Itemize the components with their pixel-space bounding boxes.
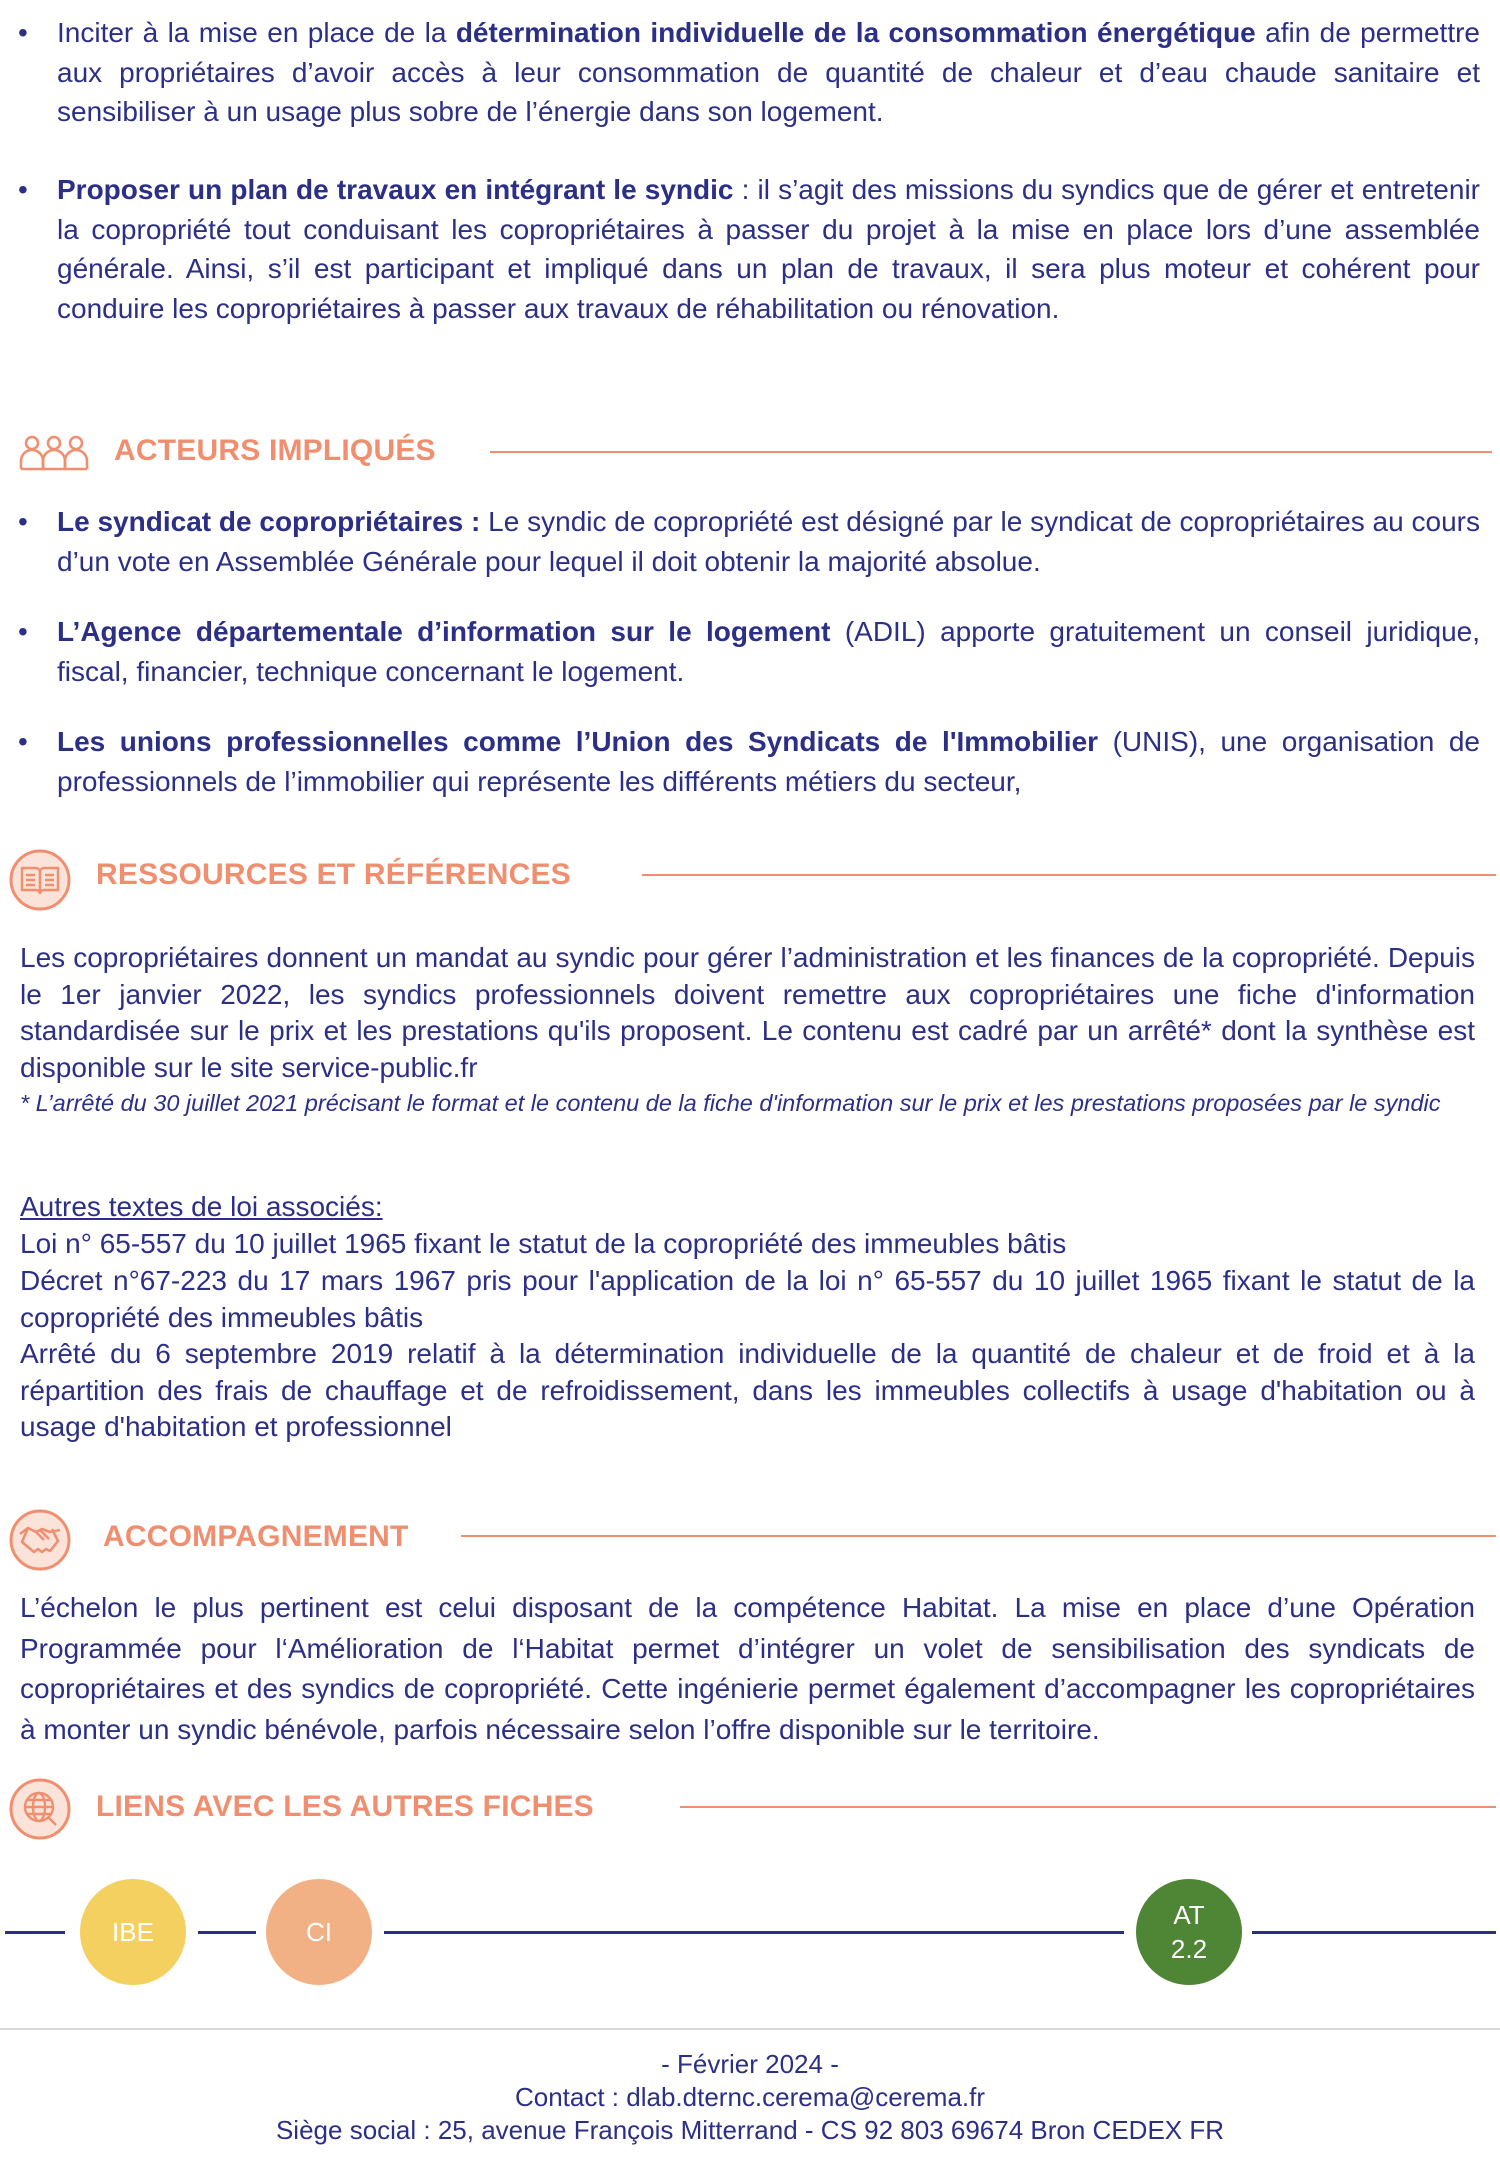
bullet-item-unis bbox=[18, 722, 1480, 801]
section-acteurs bbox=[0, 430, 1500, 490]
law-item: Arrêté du 6 septembre 2019 relatif à la détermination individuelle de la quantité de chaleur et de froid et à la répartition des frais de chauffage et de refroidissement, dans les immeubles collectifs à usage d'habitation ou à usage d'habitation et professionnel bbox=[20, 1338, 1475, 1442]
section-rule bbox=[642, 874, 1496, 876]
section-liens bbox=[0, 1777, 1500, 1837]
bullet-symbol: • bbox=[18, 726, 28, 757]
link-fiche-ci[interactable] bbox=[266, 1879, 372, 1985]
timeline-line bbox=[384, 1931, 1124, 1934]
section-title: RESSOURCES ET RÉFÉRENCES bbox=[96, 858, 571, 891]
bullet-text: Les unions professionnelles comme l’Union des Syndicats de l'Immobilier (UNIS), une organisation de professionnels de l’immobilier qui représente les différents métiers du secteur, bbox=[57, 726, 1480, 797]
bullet-bold-text: Le syndicat de copropriétaires : bbox=[57, 506, 481, 537]
laws-heading: Autres textes de loi associés: bbox=[20, 1191, 383, 1222]
ressources-footnote: * L’arrêté du 30 juillet 2021 précisant le format et le contenu de la fiche d'information sur le prix et les prestations proposées par le syndic bbox=[20, 1090, 1441, 1116]
timeline-line bbox=[198, 1931, 256, 1934]
handshake-icon bbox=[8, 1508, 72, 1572]
link-fiche-label: 2.2 bbox=[1170, 1934, 1208, 1964]
bullet-bold-text: L’Agence départementale d’information sur le logement bbox=[57, 616, 831, 647]
link-fiche-at-2-2[interactable] bbox=[1136, 1879, 1242, 1985]
link-fiche-label: IBE bbox=[112, 1917, 154, 1947]
law-item: Loi n° 65-557 du 10 juillet 1965 fixant le statut de la copropriété des immeubles bâtis bbox=[20, 1228, 1067, 1259]
link-fiche-label: AT bbox=[1173, 1900, 1205, 1930]
book-icon bbox=[8, 848, 72, 912]
bullet-text: Proposer un plan de travaux en intégrant le syndic : il s’agit des missions du syndics que de gérer et entretenir la copropriété tout conduisant les copropriétaires à passer du projet à la mise en place lors d’une assemblée générale. Ainsi, s’il est participant et impliqué dans un plan de travaux, il sera plus moteur et cohérent pour conduire les copropriétaires à passer aux travaux de réhabilitation ou rénovation. bbox=[57, 174, 1480, 324]
bullet-symbol: • bbox=[18, 17, 28, 48]
bullet-text: L’Agence départementale d’information sur le logement (ADIL) apporte gratuitement un conseil juridique, fiscal, financier, technique concernant le logement. bbox=[57, 616, 1481, 687]
footer-divider bbox=[0, 2028, 1500, 2030]
footer-contact: Contact : dlab.dternc.cerema@cerema.fr bbox=[514, 2082, 986, 2112]
bullet-item-syndicat bbox=[18, 502, 1480, 581]
section-accompagnement bbox=[0, 1508, 1500, 1568]
bullet-bold-text: Proposer un plan de travaux en intégrant le syndic bbox=[57, 174, 734, 205]
section-rule bbox=[461, 1535, 1496, 1537]
bullet-symbol: • bbox=[18, 174, 28, 205]
section-title: LIENS AVEC LES AUTRES FICHES bbox=[96, 1790, 594, 1823]
link-fiche-label: CI bbox=[306, 1917, 332, 1947]
link-fiche-ibe[interactable] bbox=[80, 1879, 186, 1985]
section-title: ACTEURS IMPLIQUÉS bbox=[114, 434, 436, 467]
footer-date: - Février 2024 - bbox=[661, 2049, 839, 2079]
bullet-item-energy bbox=[18, 13, 1480, 132]
bullet-bold-text: détermination individuelle de la consommation énergétique bbox=[455, 17, 1256, 48]
timeline-line bbox=[1252, 1931, 1496, 1934]
law-item: Décret n°67-223 du 17 mars 1967 pris pour l'application de la loi n° 65-557 du 10 juillet 1965 fixant le statut de la copropriété des immeubles bâtis bbox=[20, 1265, 1475, 1333]
bullet-symbol: • bbox=[18, 616, 28, 647]
bullet-bold-text: Les unions professionnelles comme l’Union des Syndicats de l'Immobilier bbox=[57, 726, 1099, 757]
bullet-text: Inciter à la mise en place de la détermination individuelle de la consommation énergétique afin de permettre aux propriétaires d’avoir accès à leur consommation de quantité de chaleur et d’eau chaude sanitaire et sensibiliser à un usage plus sobre de l’énergie dans son logement. bbox=[57, 17, 1481, 127]
footer-address: Siège social : 25, avenue François Mitterrand - CS 92 803 69674 Bron CEDEX FR bbox=[275, 2115, 1225, 2145]
globe-icon bbox=[8, 1777, 72, 1841]
section-ressources bbox=[0, 848, 1500, 908]
accompagnement-paragraph: L’échelon le plus pertinent est celui disposant de la compétence Habitat. La mise en place d’une Opération Programmée pour l‘Amélioration de l‘Habitat permet d’intégrer un volet de sensibilisation des syndicats de copropriétaires et des syndics de copropriété. Cette ingénierie permet également d’accompagner les copropriétaires à monter un syndic bénévole, parfois nécessaire selon l’offre disponible sur le territoire. bbox=[20, 1592, 1475, 1745]
bullet-item-travaux bbox=[18, 170, 1480, 328]
timeline-line bbox=[5, 1931, 65, 1934]
section-rule bbox=[680, 1806, 1496, 1808]
people-icon bbox=[18, 435, 90, 471]
bullet-text: Le syndicat de copropriétaires : Le syndic de copropriété est désigné par le syndicat de copropriétaires au cours d’un vote en Assemblée Générale pour lequel il doit obtenir la majorité absolue. bbox=[57, 506, 1480, 577]
section-title: ACCOMPAGNEMENT bbox=[103, 1520, 409, 1553]
bullet-item-adil bbox=[18, 612, 1480, 691]
ressources-paragraph: Les copropriétaires donnent un mandat au syndic pour gérer l’administration et les finances de la copropriété. Depuis le 1er janvier 2022, les syndics professionnels doivent remettre aux copropriétaires une fiche d'information standardisée sur le prix et les prestations qu'ils proposent. Le contenu est cadré par un arrêté* dont la synthèse est disponible sur le site service-public.fr bbox=[20, 942, 1475, 1083]
bullet-symbol: • bbox=[18, 506, 28, 537]
section-rule bbox=[490, 451, 1492, 453]
